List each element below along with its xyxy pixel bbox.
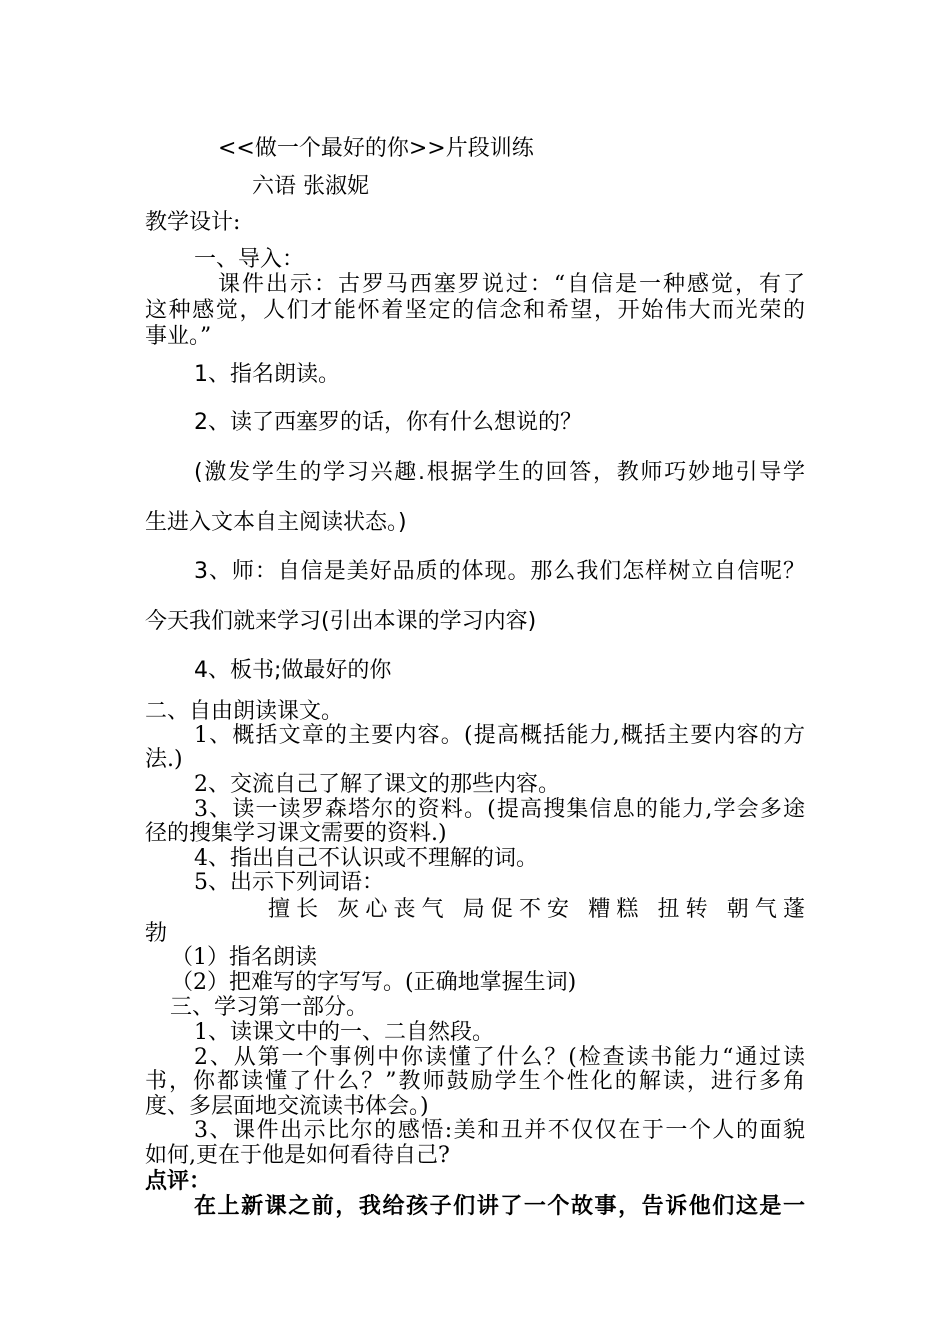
paragraph-line: 生进入文本自主阅读状态。) bbox=[145, 510, 407, 535]
paragraph-line: 法.) bbox=[145, 747, 183, 772]
section-heading-design: 教学设计: bbox=[145, 210, 241, 235]
document-title: <<做一个最好的你>>片段训练 bbox=[218, 136, 534, 161]
section-heading-read: 二、自由朗读课文。 bbox=[145, 699, 344, 724]
list-item: 3、课件出示比尔的感悟:美和丑并不仅仅在于一个人的面貌 bbox=[194, 1118, 805, 1143]
section-heading-part-one: 三、学习第一部分。 bbox=[170, 995, 369, 1020]
section-heading-intro: 一、导入： bbox=[194, 247, 305, 272]
list-item: 3、读一读罗森塔尔的资料。(提高搜集信息的能力,学会多途 bbox=[194, 797, 805, 822]
comment-paragraph: 在上新课之前，我给孩子们讲了一个故事，告诉他们这是一 bbox=[194, 1193, 805, 1219]
list-item: 1、读课文中的一、二自然段。 bbox=[194, 1020, 494, 1045]
list-item: 1、概括文章的主要内容。(提高概括能力,概括主要内容的方 bbox=[194, 723, 805, 748]
list-item: 2、交流自己了解了课文的那些内容。 bbox=[194, 772, 560, 797]
document-author: 六语 张淑妮 bbox=[252, 174, 369, 199]
paragraph-line: 如何,更在于他是如何看待自己? bbox=[145, 1143, 450, 1168]
list-item: （1）指名朗读 bbox=[171, 945, 317, 970]
list-item: 4、板书;做最好的你 bbox=[194, 658, 392, 683]
word-list-line: 擅长 灰心丧气 局促不安 糟糕 扭转 朝气蓬 bbox=[268, 897, 805, 922]
paragraph-line: 度、多层面地交流读书体会。) bbox=[145, 1094, 429, 1119]
paragraph-line: 课件出示：古罗马西塞罗说过：“自信是一种感觉，有了 bbox=[218, 272, 805, 297]
comment-heading: 点评： bbox=[145, 1168, 212, 1194]
list-item: 2、读了西塞罗的话，你有什么想说的？ bbox=[194, 410, 582, 435]
paragraph-line: 今天我们就来学习(引出本课的学习内容) bbox=[145, 609, 537, 634]
list-item: 2、从第一个事例中你读懂了什么？(检查读书能力“通过读 bbox=[194, 1045, 805, 1070]
word-list-line: 勃 bbox=[145, 921, 168, 946]
list-item: 1、指名朗读。 bbox=[194, 362, 340, 387]
list-item: 4、指出自己不认识或不理解的词。 bbox=[194, 846, 538, 871]
paragraph-line: 书，你都读懂了什么？”教师鼓励学生个性化的解读，进行多角 bbox=[145, 1069, 805, 1094]
list-item: （2）把难写的字写写。(正确地掌握生词) bbox=[171, 970, 577, 995]
paragraph-line: (激发学生的学习兴趣.根据学生的回答，教师巧妙地引导学 bbox=[194, 460, 805, 485]
paragraph-line: 这种感觉，人们才能怀着坚定的信念和希望，开始伟大而光荣的 bbox=[145, 298, 805, 323]
paragraph-line: 3、师：自信是美好品质的体现。那么我们怎样树立自信呢？ bbox=[194, 559, 805, 584]
paragraph-line: 径的搜集学习课文需要的资料.) bbox=[145, 821, 447, 846]
list-item: 5、出示下列词语： bbox=[194, 870, 384, 895]
paragraph-line: 事业。” bbox=[145, 324, 212, 349]
